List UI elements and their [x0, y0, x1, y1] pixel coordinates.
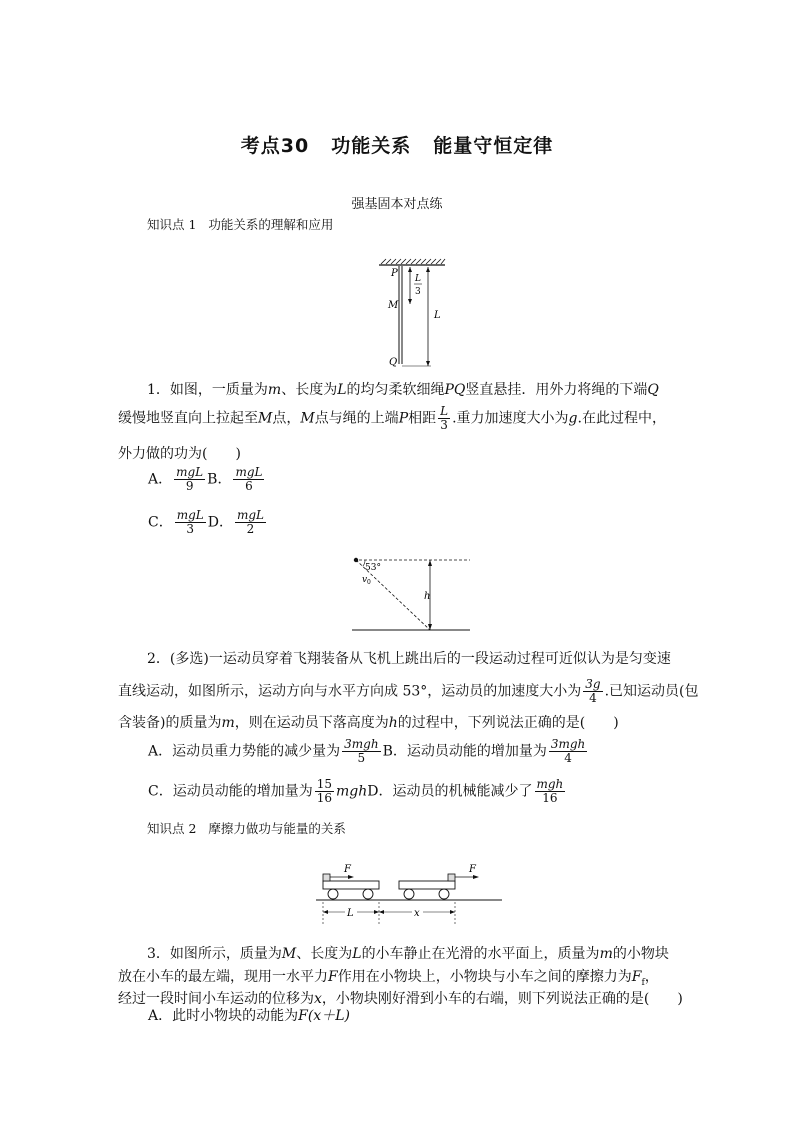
question-1-line-3: 外力做的功为( ) — [118, 446, 241, 462]
label-v0-sub: 0 — [367, 579, 371, 586]
label-h: h — [424, 591, 431, 602]
question-3-line-3: 经过一段时间小车运动的位移为x，小物块刚好滑到小车的右端，则下列说法正确的是( ) — [118, 991, 683, 1007]
figure-skydiver-motion — [352, 555, 472, 635]
question-1-line-1: 1．如图，一质量为m、长度为L的均匀柔软细绳PQ竖直悬挂．用外力将绳的下端Q — [147, 382, 659, 398]
label-l: L — [347, 908, 354, 919]
question-3-line-1: 3．如图所示，质量为M、长度为L的小车静止在光滑的水平面上，质量为m的小物块 — [147, 946, 669, 962]
label-q: Q — [389, 357, 398, 368]
label-frac-num: L — [415, 274, 421, 284]
label-f2: F — [469, 864, 476, 875]
label-f1: F — [344, 864, 351, 875]
question-1-options-cd: C． $\frac{\text{mgL}}{3}$ D． $\frac{\text{mgL}}{2}$ — [148, 508, 265, 536]
label-l: L — [434, 310, 441, 321]
title-part-1: 考点30 — [240, 135, 310, 157]
question-2-line-3: 含装备)的质量为m，则在运动员下落高度为h的过程中，下列说法正确的是( ) — [118, 715, 619, 731]
label-m: M — [388, 300, 399, 311]
label-v0: v — [362, 575, 368, 585]
label-frac-den: 3 — [415, 287, 421, 297]
section-heading: 强基固本对点练 — [351, 197, 443, 212]
question-2-line-1: 2．(多选)一运动员穿着飞翔装备从飞机上跳出后的一段运动过程可近似认为是匀变速 — [147, 651, 671, 667]
label-p: P — [391, 268, 398, 279]
question-2-options-cd: C．运动员动能的增加量为 $\frac{15}{16}$ mghD．运动员的机械能减少了 $\frac{\text{mgh}}{16}$ — [148, 777, 564, 805]
figure-cart-block — [316, 858, 506, 928]
question-3-option-a: A．此时小物块的动能为F(x＋L) — [148, 1008, 350, 1024]
page-title — [0, 131, 794, 158]
knowledge-point-1: 知识点 1 功能关系的理解和应用 — [147, 217, 334, 232]
question-1-options-ab: A． $\frac{\text{mgL}}{9}$ B． $\frac{\text{mgL}}{6}$ — [148, 465, 263, 493]
label-x: x — [414, 908, 420, 919]
figure-hanging-rope — [375, 258, 455, 370]
fraction-l-over-3: $\frac{L}{3}$ — [440, 404, 449, 432]
question-1-line-2: 缓慢地竖直向上拉起至M点，M点与绳的上端P相距 $\frac{L}{3}$ .重力加速度大小为g.在此过程中， — [118, 404, 666, 432]
question-3-line-2: 放在小车的最左端，现用一水平力F作用在小物块上，小物块与小车之间的摩擦力为$F_f$， — [118, 969, 659, 988]
knowledge-point-2: 知识点 2 摩擦力做功与能量的关系 — [147, 821, 346, 836]
question-2-line-2: 直线运动，如图所示，运动方向与水平方向成 53°，运动员的加速度大小为 $\frac{3g}{4}$ .已知运动员(包 — [118, 677, 699, 705]
title-part-2: 功能关系 — [331, 135, 412, 157]
title-part-3: 能量守恒定律 — [433, 135, 554, 157]
question-2-options-ab: A．运动员重力势能的减少量为 $\frac{\text{3mgh}}{5}$ B．运动员动能的增加量为 $\frac{\text{3mgh}}{4}$ — [148, 737, 586, 765]
label-angle: 53° — [365, 563, 381, 573]
